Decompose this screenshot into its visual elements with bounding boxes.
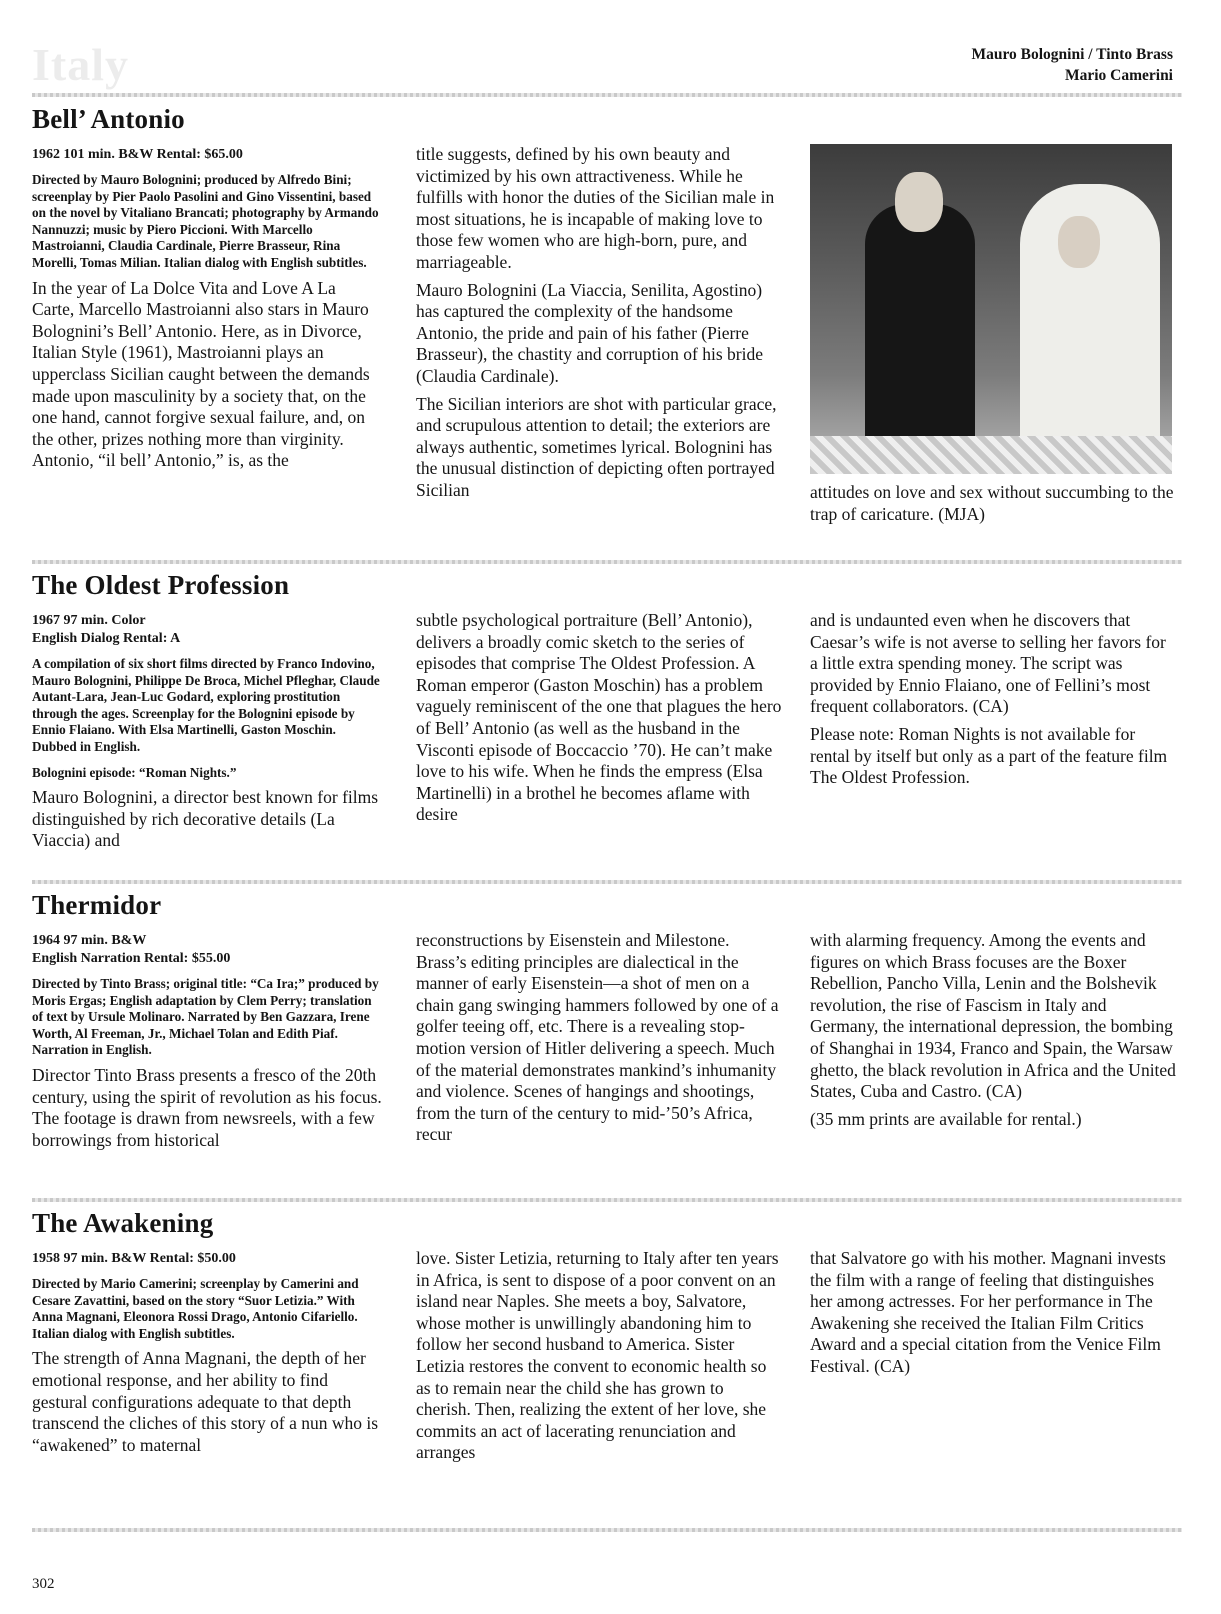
review-title: Bell’ Antonio — [32, 104, 185, 134]
review-paragraph: In the year of La Dolce Vita and Love A La Carte, Marcello Mastroianni also stars in Mauro Bolognini’s Bell’ Antonio. Here, as in Divorce, Italian Style (1961), Mastroianni plays an upperclass Sicilian caught between the demands made upon masculinity by a society that, on the one hand, cannot forgive sexual failure, and, on the other, prizes nothing more than virginity. Antonio, “il bell’ Antonio,” is, as the — [32, 277, 370, 471]
review-paragraph: Director Tinto Brass presents a fresco of the 20th century, using the spirit of revolution as his focus. The footage is drawn from newsreels, with a few borrowings from historical — [32, 1064, 382, 1150]
review-paragraph: Please note: Roman Nights is not available for rental by itself but only as a part of the feature film The Oldest Profession. — [810, 723, 1168, 788]
review-paragraph: and is undaunted even when he discovers that Caesar’s wife is not averse to selling her favors for a little extra spending money. The script was provided by Ennio Flaiano, one of Fellini’s most frequent collaborators. (CA) — [810, 610, 1166, 717]
review-col-2 — [416, 930, 782, 1152]
film-stats: 1962 101 min. B&W Rental: $65.00 — [32, 147, 243, 162]
rule — [32, 560, 1182, 564]
photo-groom-face — [895, 172, 943, 232]
photo-flowers — [810, 436, 1172, 474]
rule — [32, 93, 1182, 97]
rule — [32, 1198, 1182, 1202]
review-paragraph: The Sicilian interiors are shot with particular grace, and scrupulous attention to detail; the exteriors are always authentic, sometimes lyrical. Bolognini has the unusual distinction of depicting often portrayed Sicilian — [416, 393, 777, 500]
review-paragraph: Mauro Bolognini (La Viaccia, Senilita, Agostino) has captured the complexity of the handsome Antonio, the pride and pain of his father (Pierre Brasseur), the chastity and corruption of his bride (Claudia Cardinale). — [416, 279, 763, 386]
review-paragraph: Mauro Bolognini, a director best known for films distinguished by rich decorative details (La Viaccia) and — [32, 787, 379, 851]
review-col-2 — [416, 144, 782, 508]
review-paragraph: reconstructions by Eisenstein and Milestone. Brass’s editing principles are dialectical in the manner of early Eisenstein—a shot of men on a chain gang swinging hammers followed by one of a golfer teeing off, etc. There is a revealing stop-motion version of Hitler delivering a speech. Much of the material demonstrates mankind’s inhumanity and violence. Scenes of hangings and shootings, from the turn of the century to mid-’50’s Africa, recur — [416, 930, 779, 1145]
review-paragraph: with alarming frequency. Among the events and figures on which Brass focuses are the Boxer Rebellion, Pancho Villa, Lenin and the Bolshevik revolution, the rise of Fascism in Italy and Germany, the international depression, the bombing of Shanghai in 1934, Franco and Spain, the Warsaw ghetto, the black revolution in Africa and the United States, Cuba and Castro. (CA) — [810, 930, 1176, 1102]
film-stats: English Narration Rental: $55.00 — [32, 951, 231, 966]
rule — [32, 880, 1182, 884]
review-paragraph: attitudes on love and sex without succumbing to the trap of caricature. (MJA) — [810, 482, 1174, 524]
review-paragraph: that Salvatore go with his mother. Magnani invests the film with a range of feeling that distinguishes her among actresses. For her performance in The Awakening she received the Italian Film Critics Award and a special citation from the Venice Film Festival. (CA) — [810, 1248, 1166, 1376]
review-col-2 — [416, 610, 782, 832]
review-col-3 — [810, 482, 1176, 531]
review-paragraph: The strength of Anna Magnani, the depth of her emotional response, and her ability to find gestural configurations adequate to that depth transcend the cliches of this story of a nun who is “awakened” to maternal — [32, 1348, 379, 1455]
review-title: The Awakening — [32, 1208, 214, 1238]
film-credits: A compilation of six short films directed by Franco Indovino, Mauro Bolognini, Philippe De Broca, Michel Pfleghar, Claude Autant-Lara, Jean-Luc Godard, exploring prostitution through the ages. Screenplay for the Bolognini episode by Ennio Flaiano. With Elsa Martinelli, Gaston Moschin. Dubbed in English. — [32, 656, 380, 754]
review-col-2 — [416, 1248, 782, 1470]
review-paragraph: love. Sister Letizia, returning to Italy after ten years in Africa, is sent to dispose of a poor convent on an island near Naples. She meets a boy, Salvatore, whose mother is unwillingly abandoning him to follow her second husband to America. Sister Letizia restores the convent to economic health so as to remain near the child she has grown to cherish. Then, realizing the extent of her love, she commits an act of lacerating renunciation and arranges — [416, 1248, 779, 1463]
section-word: Italy — [32, 39, 129, 90]
review-col-3 — [810, 930, 1176, 1136]
rule — [32, 1528, 1182, 1532]
review-the-awakening — [32, 1208, 1182, 1463]
review-col-1 — [32, 1250, 382, 1462]
review-thermidor — [32, 890, 1182, 1150]
film-stats: 1964 97 min. B&W — [32, 933, 147, 948]
review-col-1 — [32, 932, 382, 1157]
running-head — [971, 44, 1173, 86]
episode-note: Bolognini episode: “Roman Nights.” — [32, 764, 237, 780]
running-head-line1: Mauro Bolognini / Tinto Brass — [971, 46, 1173, 63]
review-paragraph: title suggests, defined by his own beauty and victimized by his own attractiveness. While he fulfills with honor the duties of the Sicilian male in most situations, he is incapable of making love to those few women who are high-born, pure, and marriageable. — [416, 144, 775, 272]
review-title: The Oldest Profession — [32, 570, 290, 600]
review-paragraph: (35 mm prints are available for rental.) — [810, 1108, 1082, 1129]
review-col-1 — [32, 612, 382, 858]
film-still-photo — [810, 144, 1172, 474]
review-bell-antonio — [32, 104, 1182, 524]
review-oldest-profession — [32, 570, 1182, 851]
review-title: Thermidor — [32, 890, 162, 920]
page-number: 302 — [32, 1576, 55, 1592]
film-credits: Directed by Mauro Bolognini; produced by Alfredo Bini; screenplay by Pier Paolo Pasolini and Gino Vissentini, based on the novel by Vitaliano Brancati; photography by Armando Nannuzzi; music by Piero Piccioni. With Marcello Mastroianni, Claudia Cardinale, Pierre Brasseur, Rina Morelli, Tomas Milian. Italian dialog with English subtitles. — [32, 172, 379, 270]
photo-groom — [865, 204, 975, 474]
film-credits: Directed by Mario Camerini; screenplay by Camerini and Cesare Zavattini, based on the story “Suor Letizia.” With Anna Magnani, Eleonora Rossi Drago, Antonio Cifariello. Italian dialog with English subtitles. — [32, 1276, 359, 1341]
running-head-line2: Mario Camerini — [1064, 67, 1173, 84]
review-paragraph: subtle psychological portraiture (Bell’ Antonio), delivers a broadly comic sketch to the series of episodes that comprise The Oldest Profession. A Roman emperor (Gaston Moschin) has a problem vaguely reminiscent of the one that plagues the hero of Bell’ Antonio (as well as the husband in the Visconti episode of Boccaccio ’70). He can’t make love to his wife. When he finds the empress (Elsa Martinelli) in a brothel he becomes aflame with desire — [416, 610, 782, 825]
review-col-1 — [32, 146, 382, 478]
review-col-3 — [810, 1248, 1176, 1384]
photo-bride-face — [1058, 216, 1100, 268]
review-col-3 — [810, 610, 1176, 795]
film-stats: English Dialog Rental: A — [32, 631, 181, 646]
film-stats: 1967 97 min. Color — [32, 613, 146, 628]
film-stats: 1958 97 min. B&W Rental: $50.00 — [32, 1251, 236, 1266]
film-credits: Directed by Tinto Brass; original title: “Ca Ira;” produced by Moris Ergas; English adaptation by Clem Perry; translation of text by Ursule Molinaro. Narrated by Ben Gazzara, Irene Worth, Al Freeman, Jr., Michael Tolan and Edith Piaf. Narration in English. — [32, 976, 379, 1058]
